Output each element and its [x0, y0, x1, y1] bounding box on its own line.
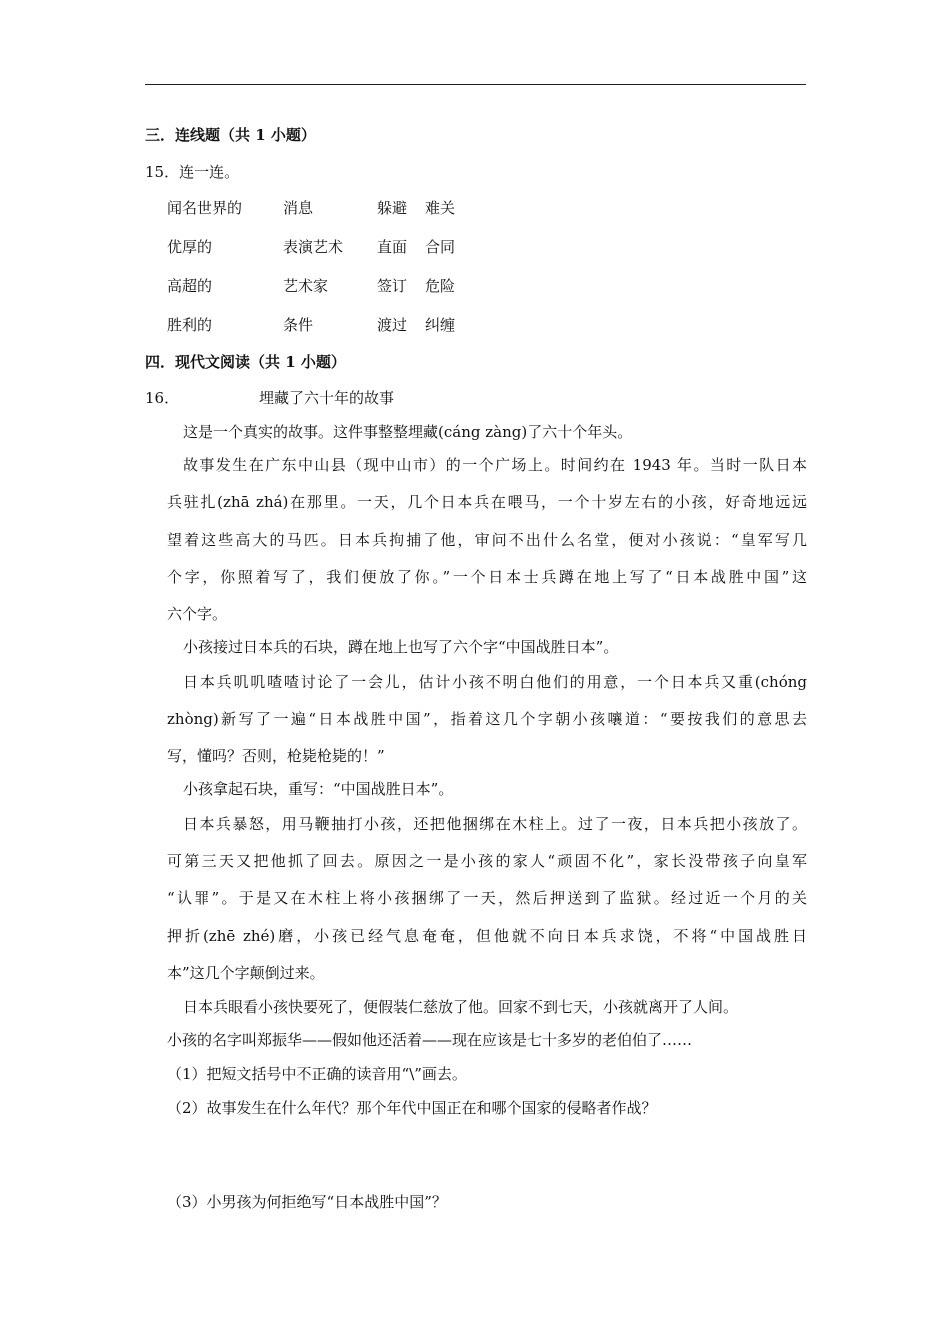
passage-line: 日本兵叽叽喳喳讨论了一会儿，估计小孩不明白他们的用意，一个日本兵又重(chóng — [183, 673, 807, 691]
passage-line: 兵驻扎(zhā zhá)在那里。一天，几个日本兵在喂马，一个十岁左右的小孩，好奇地远远 — [167, 493, 807, 511]
match-item: 签订 — [377, 277, 408, 295]
question-16-number: 16． — [145, 389, 180, 407]
match-item: 消息 — [283, 199, 314, 217]
match-item: 渡过 — [377, 316, 408, 334]
match-item: 闻名世界的 — [167, 199, 243, 217]
question-15-label: 15．连一连。 — [145, 163, 240, 181]
passage-title: 埋藏了六十年的故事 — [259, 389, 395, 407]
sub-question-1: （1）把短文括号中不正确的读音用“\”画去。 — [167, 1065, 467, 1083]
sub-question-2: （2）故事发生在什么年代？那个年代中国正在和哪个国家的侵略者作战？ — [167, 1099, 657, 1117]
passage-line: 小孩接过日本兵的石块，蹲在地上也写了六个字“中国战胜日本”。 — [183, 638, 619, 656]
header-rule — [145, 84, 806, 85]
passage-line: 小孩拿起石块，重写：“中国战胜日本”。 — [183, 780, 454, 798]
passage-line: 写，懂吗？否则，枪毙枪毙的！” — [167, 747, 385, 765]
passage-line: “认罪”。于是又在木柱上将小孩捆绑了一天，然后押送到了监狱。经过近一个月的关 — [167, 889, 807, 907]
passage-line: 本”这几个字颠倒过来。 — [167, 964, 325, 982]
passage-line: 个字，你照着写了，我们便放了你。”一个日本士兵蹲在地上写了“日本战胜中国”这 — [167, 568, 807, 586]
passage-line: 日本兵眼看小孩快要死了，便假装仁慈放了他。回家不到七天，小孩就离开了人间。 — [183, 998, 739, 1016]
match-item: 危险 — [425, 277, 456, 295]
passage-line: 故事发生在广东中山县（现中山市）的一个广场上。时间约在 1943 年。当时一队日本 — [183, 456, 807, 474]
passage-line: 望着这些高大的马匹。日本兵拘捕了他，审问不出什么名堂，便对小孩说：“皇军写几 — [167, 531, 807, 549]
match-item: 条件 — [283, 316, 314, 334]
passage-line: 押折(zhē zhé)磨，小孩已经气息奄奄，但他就不向日本兵求饶，不将“中国战胜日 — [167, 927, 807, 945]
match-item: 胜利的 — [167, 316, 213, 334]
match-item: 纠缠 — [425, 316, 456, 334]
match-item: 高超的 — [167, 277, 213, 295]
passage-line: 可第三天又把他抓了回去。原因之一是小孩的家人“顽固不化”，家长没带孩子向皇军 — [167, 852, 807, 870]
passage-line: 小孩的名字叫郑振华——假如他还活着——现在应该是七十多岁的老伯伯了…… — [167, 1031, 693, 1049]
passage-line: 日本兵暴怒，用马鞭抽打小孩，还把他捆绑在木柱上。过了一夜，日本兵把小孩放了。 — [183, 815, 807, 833]
match-item: 直面 — [377, 238, 408, 256]
passage-line: 六个字。 — [167, 605, 228, 623]
passage-line: 这是一个真实的故事。这件事整整埋藏(cáng zàng)了六十个年头。 — [183, 423, 633, 441]
sub-question-3: （3）小男孩为何拒绝写“日本战胜中国”？ — [167, 1193, 447, 1211]
match-item: 合同 — [425, 238, 456, 256]
match-item: 难关 — [425, 199, 456, 217]
passage-line: zhòng)新写了一遍“日本战胜中国”，指着这几个字朝小孩嚷道：“要按我们的意思去 — [167, 710, 807, 728]
section-heading-matching: 三．连线题（共 1 小题） — [145, 126, 316, 144]
match-item: 艺术家 — [283, 277, 329, 295]
section-heading-reading: 四．现代文阅读（共 1 小题） — [145, 353, 346, 371]
match-item: 躲避 — [377, 199, 408, 217]
match-item: 表演艺术 — [283, 238, 344, 256]
match-item: 优厚的 — [167, 238, 213, 256]
